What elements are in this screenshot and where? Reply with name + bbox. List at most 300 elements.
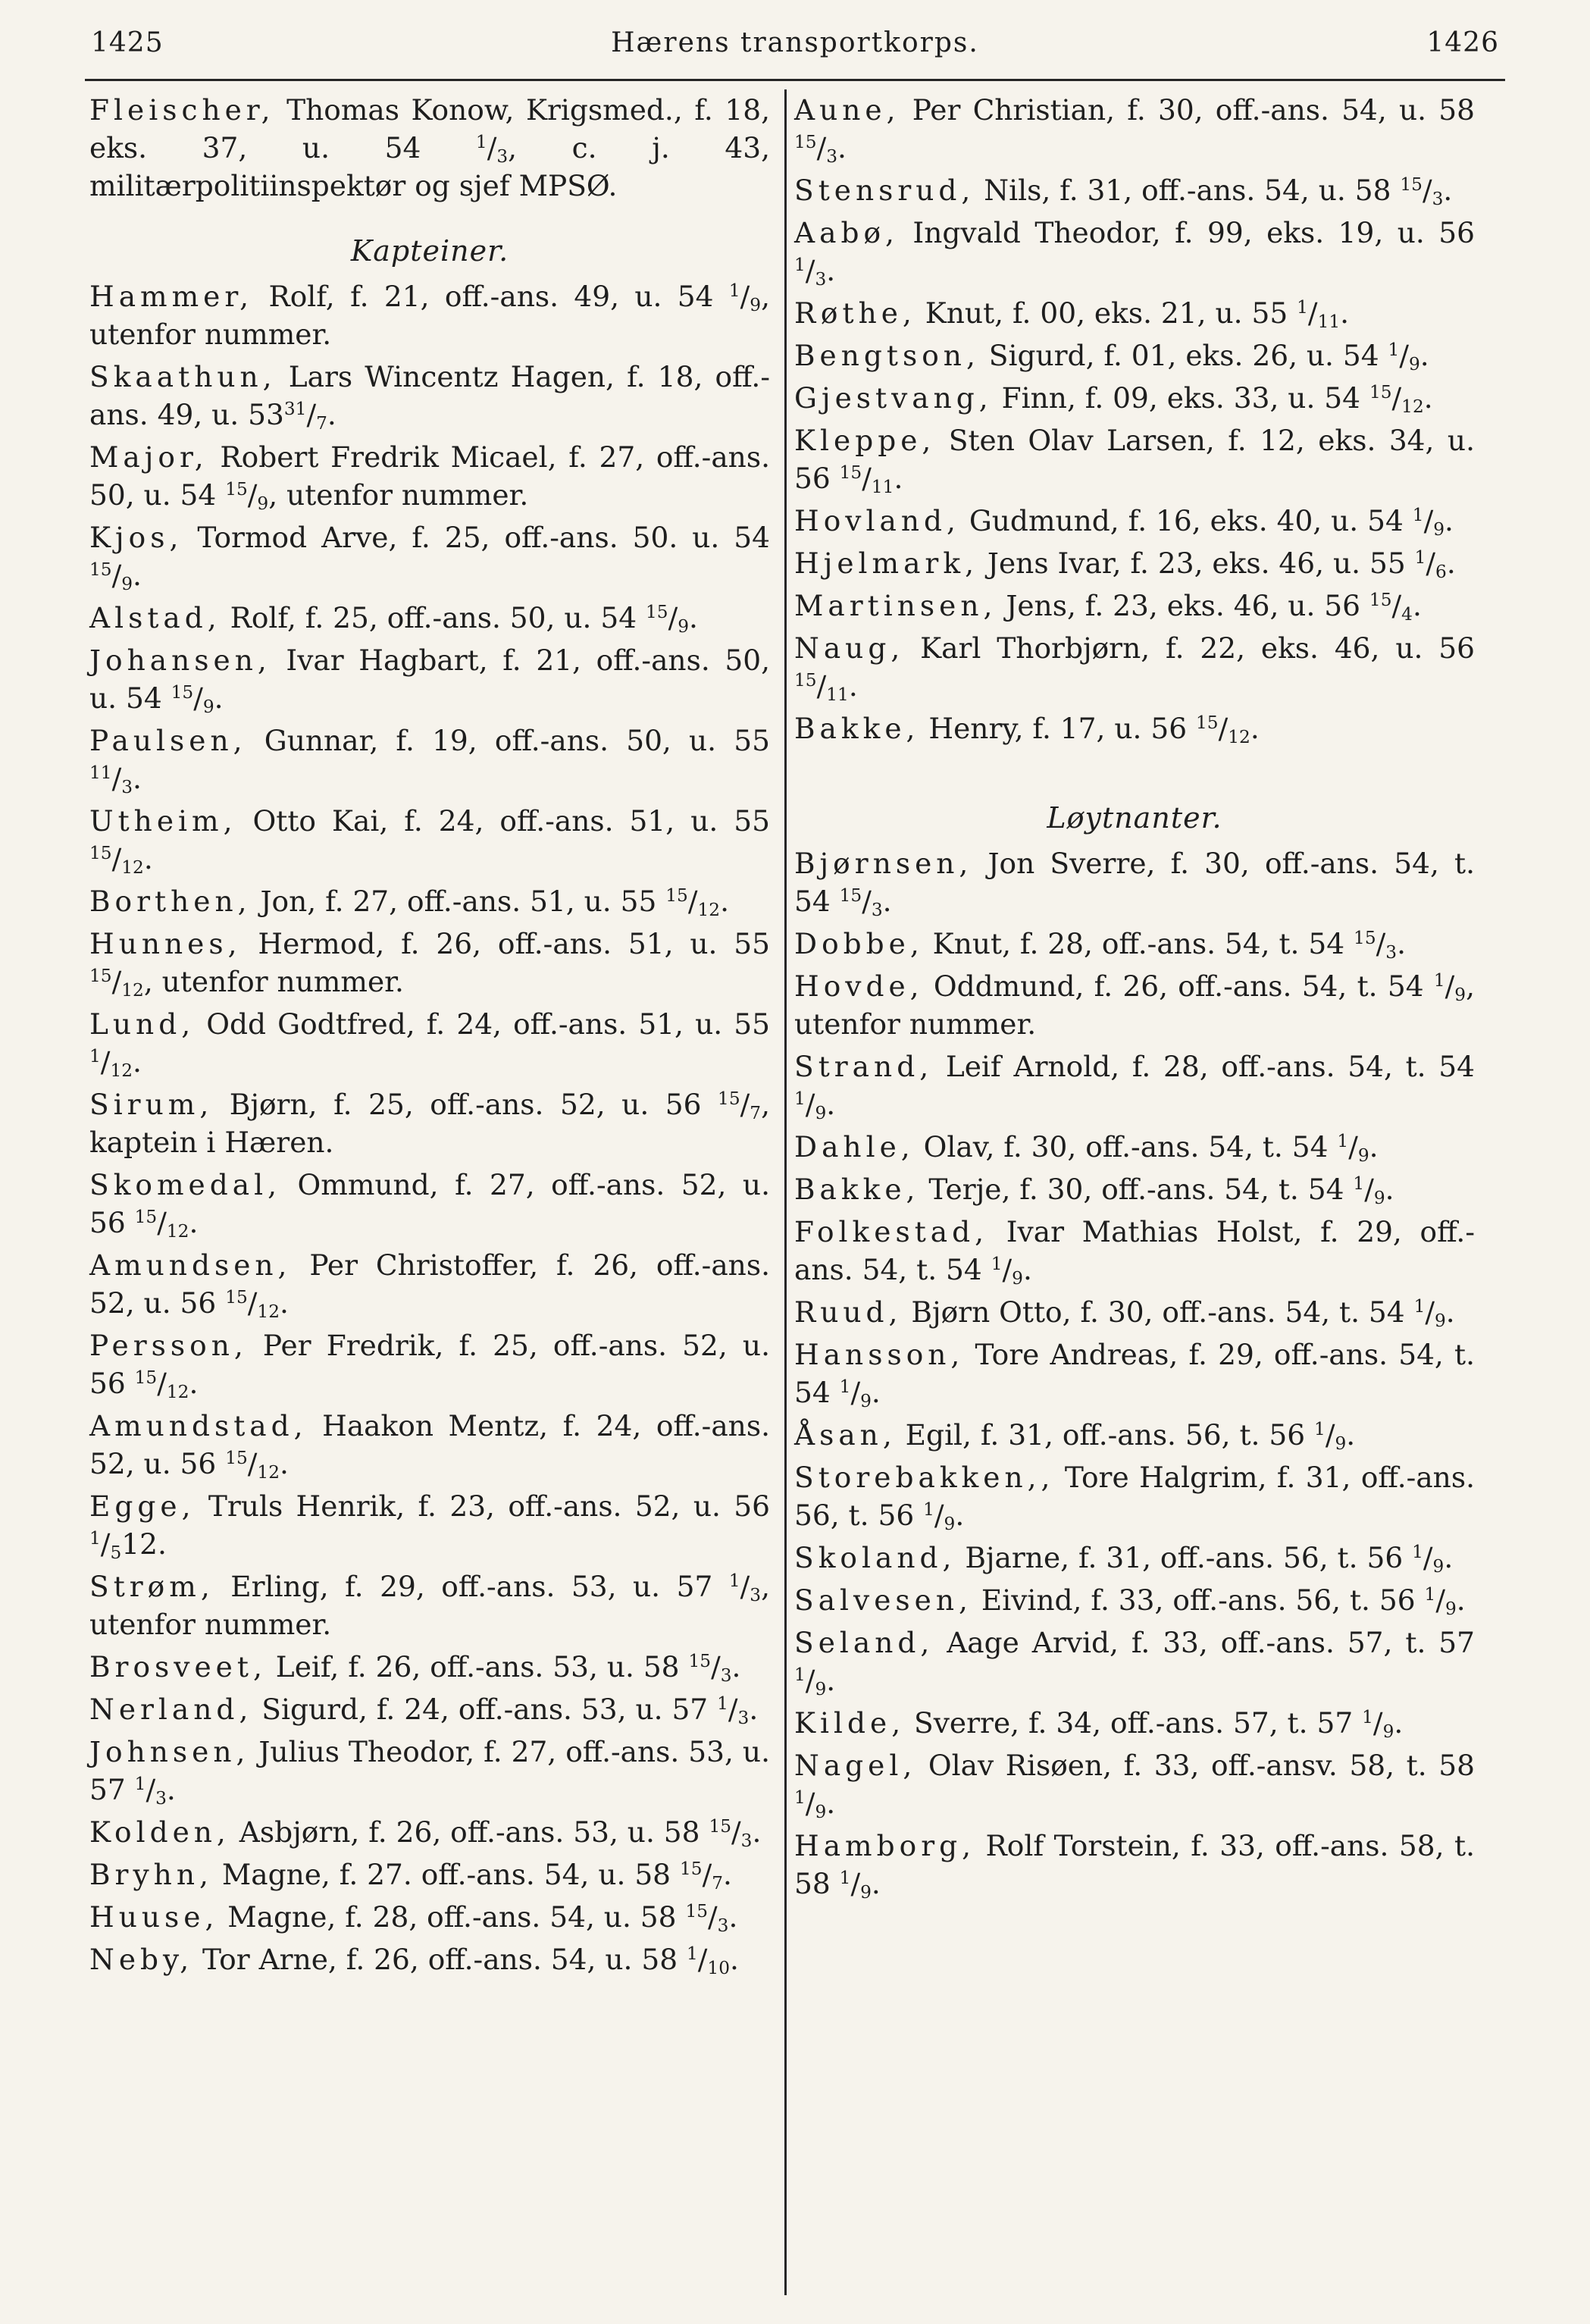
fraction-denominator: 9 xyxy=(1373,1187,1385,1208)
entry-rest: . xyxy=(826,1787,836,1820)
list-item: Neby, Tor Arne, f. 26, off.-ans. 54, u. 58 $^1/_{10}$. xyxy=(89,1943,739,1978)
entry-rest: , c. j. 43, militærpolitiinspektør og sjef MPSØ. xyxy=(89,131,770,202)
entry-name: Bryhn, xyxy=(89,1858,213,1891)
fraction-numerator: 1 xyxy=(89,1046,101,1067)
entry-text: Lars Wincentz Hagen, f. 18, off.-ans. 49, u. 53 xyxy=(89,360,770,431)
fraction-numerator: 1 xyxy=(1412,505,1424,526)
entry-name: Hansson, xyxy=(794,1338,965,1371)
entry-text: Leif, f. 26, off.-ans. 53, u. 58 xyxy=(266,1650,689,1683)
entry-rest: . xyxy=(1444,504,1454,537)
list-item: Naug, Karl Thorbjørn, f. 22, eks. 46, u. 56 $^{15}/_{11}$. xyxy=(794,631,1475,705)
list-item: Dahle, Olav, f. 30, off.-ans. 54, t. 54 $^1/_9$. xyxy=(794,1130,1379,1166)
fraction-numerator: 15 xyxy=(794,132,817,153)
entry-name: Neby, xyxy=(89,1943,194,1976)
entry-rest: . xyxy=(1444,1541,1454,1574)
entry-text: Ommund, f. 27, off.-ans. 52, u. 56 xyxy=(89,1168,770,1239)
fraction-denominator: 9 xyxy=(1433,518,1445,540)
fraction-denominator: 9 xyxy=(202,696,214,717)
list-item: Bjørnsen, Jon Sverre, f. 30, off.-ans. 54, t. 54 $^{15}/_3$. xyxy=(794,847,1475,920)
entry-text: Henry, f. 17, u. 56 xyxy=(919,712,1196,745)
fraction-numerator: 1 xyxy=(686,1943,698,1965)
list-item: Hamborg, Rolf Torstein, f. 33, off.-ans. 58, t. 58 $^1/_9$. xyxy=(794,1829,1475,1903)
entry-text: Bjørn, f. 25, off.-ans. 52, u. 56 xyxy=(213,1088,718,1121)
fraction-numerator: 1 xyxy=(728,1571,740,1592)
list-item: Storebakken,, Tore Halgrim, f. 31, off.-ans. 56, t. 56 $^1/_9$. xyxy=(794,1461,1475,1534)
fraction-denominator: 12 xyxy=(697,899,721,920)
entry-text: Odd Godtfred, f. 24, off.-ans. 51, u. 55 xyxy=(195,1007,770,1041)
fraction-denominator: 9 xyxy=(1444,1598,1457,1619)
list-item: Kleppe, Sten Olav Larsen, f. 12, eks. 34, u. 56 $^{15}/_{11}$. xyxy=(794,424,1475,497)
entry-text: Rolf Torstein, f. 33, off.-ans. 58, t. 58 xyxy=(794,1829,1475,1900)
entry-name: Seland, xyxy=(794,1626,934,1659)
entry-text: Gudmund, f. 16, eks. 40, u. 54 xyxy=(959,504,1413,537)
fraction-denominator: 12 xyxy=(1401,396,1424,417)
entry-text: Sigurd, f. 24, off.-ans. 53, u. 57 xyxy=(252,1693,718,1726)
fraction-numerator: 1 xyxy=(839,1868,851,1889)
fraction-numerator: 1 xyxy=(1413,1296,1426,1317)
fraction-numerator: 1 xyxy=(1362,1707,1373,1728)
entry-rest: , utenfor nummer. xyxy=(794,969,1475,1041)
entry-text: Per Fredrik, f. 25, off.-ans. 52, u. 56 xyxy=(89,1329,770,1400)
fraction-denominator: 9 xyxy=(1012,1267,1023,1289)
entry-name: Egge, xyxy=(89,1489,196,1523)
entry-text: Magne, f. 27. off.-ans. 54, u. 58 xyxy=(212,1858,680,1891)
fraction-numerator: 1 xyxy=(1388,340,1400,361)
list-item: Gjestvang, Finn, f. 09, eks. 33, u. 54 $^{15}/_{12}$. xyxy=(794,381,1433,417)
fraction-numerator: 15 xyxy=(134,1367,158,1389)
fraction-denominator: 3 xyxy=(1432,188,1444,209)
entry-rest: . xyxy=(894,462,903,495)
entry-rest: . xyxy=(1340,296,1350,330)
fraction-denominator: 10 xyxy=(707,1957,731,1978)
entry-text: Sigurd, f. 01, eks. 26, u. 54 xyxy=(979,339,1388,372)
fraction-numerator: 15 xyxy=(839,462,862,484)
fraction-numerator: 15 xyxy=(839,885,862,907)
fraction-numerator: 1 xyxy=(89,1528,101,1549)
list-item: Alstad, Rolf, f. 25, off.-ans. 50, u. 54 $^{15}/_9$. xyxy=(89,601,698,637)
fraction-numerator: 1 xyxy=(1433,970,1445,991)
fraction-denominator: 12 xyxy=(257,1301,280,1322)
list-item: Utheim, Otto Kai, f. 24, off.-ans. 51, u. 55 $^{15}/_{12}$. xyxy=(89,804,770,878)
entry-rest: . xyxy=(1456,1583,1466,1617)
entry-text: Nils, f. 31, off.-ans. 54, u. 58 xyxy=(975,174,1401,207)
fraction-denominator: 9 xyxy=(815,1801,827,1822)
fraction-denominator: 12 xyxy=(166,1381,189,1402)
entry-rest: , utenfor nummer. xyxy=(89,1570,770,1641)
entry-name: Kilde, xyxy=(794,1706,906,1740)
list-item: Amundstad, Haakon Mentz, f. 24, off.-ans. 52, u. 56 $^{15}/_{12}$. xyxy=(89,1409,770,1483)
fraction-denominator: 11 xyxy=(1317,311,1341,332)
list-item: Røthe, Knut, f. 00, eks. 21, u. 55 $^1/_{11}$. xyxy=(794,296,1350,332)
fraction-numerator: 15 xyxy=(794,670,817,691)
entry-name: Johansen, xyxy=(89,644,271,677)
fraction-numerator: 15 xyxy=(89,559,112,581)
fraction-denominator: 9 xyxy=(944,1513,956,1534)
entry-name: Gjestvang, xyxy=(794,381,993,415)
intro-entry: Fleischer, Thomas Konow, Krigsmed., f. 18, eks. 37, u. 54 $^1/_3$, c. j. 43, militærpolitiinspektør og sjef MPSØ. xyxy=(89,93,770,202)
fraction-numerator: 15 xyxy=(171,682,194,703)
fraction-numerator: 1 xyxy=(717,1693,728,1715)
fraction-denominator: 3 xyxy=(717,1915,729,1936)
fraction-denominator: 9 xyxy=(1382,1721,1394,1742)
entry-name: Salvesen, xyxy=(794,1583,972,1617)
fraction-denominator: 9 xyxy=(860,1881,872,1903)
fraction-numerator: 15 xyxy=(685,1901,709,1922)
entry-name: Skomedal, xyxy=(89,1168,282,1201)
fraction-denominator: 11 xyxy=(871,476,894,497)
entry-rest: . xyxy=(720,885,730,918)
entry-name: Hovland, xyxy=(794,504,960,537)
fraction-denominator: 3 xyxy=(750,1584,762,1605)
fraction-numerator: 15 xyxy=(665,885,688,907)
entry-name: Major, xyxy=(89,440,208,474)
entry-text: Egil, f. 31, off.-ans. 56, t. 56 xyxy=(896,1418,1315,1452)
entry-rest: . xyxy=(143,842,153,875)
entry-name: Brosveet, xyxy=(89,1650,267,1683)
entry-rest: . xyxy=(189,1367,199,1400)
fraction-denominator: 9 xyxy=(815,1102,827,1123)
fraction-denominator: 3 xyxy=(496,146,509,167)
fraction-numerator: 1 xyxy=(923,1499,934,1521)
list-item: Johansen, Ivar Hagbart, f. 21, off.-ans. 50, u. 54 $^{15}/_9$. xyxy=(89,644,770,717)
entry-rest: . xyxy=(133,762,142,795)
list-item: Ruud, Bjørn Otto, f. 30, off.-ans. 54, t. 54 $^1/_9$. xyxy=(794,1295,1455,1331)
entry-text: Olav Risøen, f. 33, off.-ansv. 58, t. 58 xyxy=(916,1749,1475,1782)
fraction-numerator: 1 xyxy=(1353,1173,1365,1195)
fraction-numerator: 15 xyxy=(679,1859,703,1880)
entry-rest: . xyxy=(1385,1173,1394,1206)
fraction-numerator: 15 xyxy=(89,843,112,864)
fraction-denominator: 3 xyxy=(737,1707,750,1728)
list-item: Salvesen, Eivind, f. 33, off.-ans. 56, t. 56 $^1/_9$. xyxy=(794,1583,1466,1619)
entry-rest: , utenfor nummer. xyxy=(89,280,770,351)
entry-rest: . xyxy=(327,398,336,431)
fraction-denominator: 9 xyxy=(1408,353,1420,374)
list-item: Bakke, Henry, f. 17, u. 56 $^{15}/_{12}$. xyxy=(794,712,1260,747)
fraction-numerator: 15 xyxy=(89,966,112,987)
header-rule xyxy=(85,79,1505,81)
entry-name: Amundstad, xyxy=(89,1409,308,1442)
fraction-denominator: 12 xyxy=(166,1220,189,1242)
fraction-numerator: 15 xyxy=(1369,382,1392,403)
fraction-denominator: 3 xyxy=(871,899,883,920)
list-item: Huuse, Magne, f. 28, off.-ans. 54, u. 58 $^{15}/_3$. xyxy=(89,1900,738,1936)
entry-name: Hovde, xyxy=(794,969,924,1003)
list-item: Strand, Leif Arnold, f. 28, off.-ans. 54, t. 54 $^1/_9$. xyxy=(794,1050,1475,1123)
left-column xyxy=(89,91,770,1983)
entry-rest: . xyxy=(723,1858,732,1891)
page-number-left: 1425 xyxy=(91,27,164,58)
entry-rest: . xyxy=(826,254,836,287)
entry-name: Røthe, xyxy=(794,296,916,330)
list-item: Egge, Truls Henrik, f. 23, off.-ans. 52, u. 56 $^1/_512$. xyxy=(89,1489,770,1563)
entry-text: Tormod Arve, f. 25, off.-ans. 50. u. 54 xyxy=(183,521,770,554)
list-item: Kilde, Sverre, f. 34, off.-ans. 57, t. 57 $^1/_9$. xyxy=(794,1706,1404,1742)
entry-name: Aabø, xyxy=(794,216,899,249)
entry-rest: . xyxy=(1250,712,1260,745)
fraction-denominator: 3 xyxy=(740,1830,753,1851)
fraction-numerator: 11 xyxy=(89,763,112,784)
list-item: Bryhn, Magne, f. 27. off.-ans. 54, u. 58 $^{15}/_7$. xyxy=(89,1858,732,1893)
fraction-numerator: 15 xyxy=(225,479,248,500)
fraction-denominator: 9 xyxy=(750,294,762,315)
entry-name: Strand, xyxy=(794,1050,934,1083)
fraction-numerator: 1 xyxy=(134,1774,146,1795)
kapteiner-list xyxy=(89,277,770,1978)
entry-rest: . xyxy=(1423,381,1433,415)
entry-rest: . xyxy=(826,1088,836,1121)
entry-rest: . xyxy=(1412,589,1422,622)
entry-text: Olav, f. 30, off.-ans. 54, t. 54 xyxy=(914,1130,1338,1164)
entry-name: Hammer, xyxy=(89,280,254,313)
fraction-denominator: 9 xyxy=(860,1390,872,1411)
section-title-loytnanter: Løytnanter. xyxy=(1047,801,1222,835)
fraction-denominator: 9 xyxy=(1335,1433,1347,1454)
entry-text: Ivar Mathias Holst, f. 29, off.-ans. 54, t. 54 xyxy=(794,1215,1475,1286)
entry-rest: . xyxy=(871,1867,881,1900)
fraction-denominator: 3 xyxy=(826,146,838,167)
entry-name: Persson, xyxy=(89,1329,248,1362)
entry-text: Jon Sverre, f. 30, off.-ans. 54, t. 54 xyxy=(794,847,1475,918)
entry-rest: . xyxy=(1394,1706,1404,1740)
fraction-numerator: 1 xyxy=(794,255,806,276)
entry-text: Truls Henrik, f. 23, off.-ans. 52, u. 56 xyxy=(195,1489,770,1523)
entry-name: Strøm, xyxy=(89,1570,214,1603)
list-item: Strøm, Erling, f. 29, off.-ans. 53, u. 57 $^1/_3$, utenfor nummer. xyxy=(89,1570,770,1641)
entry-rest: , utenfor nummer. xyxy=(268,478,529,512)
entry-text: Haakon Mentz, f. 24, off.-ans. 52, u. 56 xyxy=(89,1409,770,1480)
entry-text: Jens, f. 23, eks. 46, u. 56 xyxy=(997,589,1369,622)
list-item: Amundsen, Per Christoffer, f. 26, off.-ans. 52, u. 56 $^{15}/_{12}$. xyxy=(89,1248,770,1322)
fraction-numerator: 1 xyxy=(728,280,740,302)
list-item: Bakke, Terje, f. 30, off.-ans. 54, t. 54 $^1/_9$. xyxy=(794,1173,1394,1208)
fraction-numerator: 15 xyxy=(1400,174,1423,196)
entry-text: Robert Fredrik Micael, f. 27, off.-ans. 50, u. 54 xyxy=(89,440,770,512)
entry-text: Ivar Hagbart, f. 21, off.-ans. 50, u. 54 xyxy=(89,644,770,715)
fraction-denominator: 9 xyxy=(121,573,133,594)
fraction-denominator: 4 xyxy=(1401,603,1413,625)
fraction-numerator: 31 xyxy=(283,399,307,420)
entry-rest: . xyxy=(1419,339,1429,372)
entry-rest: . xyxy=(871,1376,881,1409)
fraction-denominator: 9 xyxy=(1432,1555,1444,1577)
list-item: Seland, Aage Arvid, f. 33, off.-ans. 57, t. 57 $^1/_9$. xyxy=(794,1626,1475,1699)
entry-rest: . xyxy=(280,1447,289,1480)
fraction-numerator: 1 xyxy=(794,1787,806,1809)
fraction-numerator: 15 xyxy=(225,1287,248,1308)
list-item: Hjelmark, Jens Ivar, f. 23, eks. 46, u. 55 $^1/_6$. xyxy=(794,547,1456,582)
entry-name: Sirum, xyxy=(89,1088,214,1121)
entry-rest: , kaptein i Hæren. xyxy=(89,1088,770,1159)
entry-name: Borthen, xyxy=(89,885,252,918)
entry-name: Kleppe, xyxy=(794,424,936,457)
fraction-denominator: 11 xyxy=(826,684,849,705)
entry-name: Utheim, xyxy=(89,804,237,838)
fraction-denominator: 7 xyxy=(316,412,327,434)
entry-rest: . xyxy=(731,1650,741,1683)
entry-text: Jon, f. 27, off.-ans. 51, u. 55 xyxy=(251,885,666,918)
entry-text: Knut, f. 28, off.-ans. 54, t. 54 xyxy=(923,927,1354,960)
fraction-denominator: 3 xyxy=(155,1787,167,1809)
entry-rest: . xyxy=(730,1943,739,1976)
entry-rest: . xyxy=(1022,1253,1032,1286)
entry-text: Rolf, f. 25, off.-ans. 50, u. 54 xyxy=(221,601,646,634)
list-item: Major, Robert Fredrik Micael, f. 27, off.-ans. 50, u. 54 $^{15}/_9$, utenfor nummer. xyxy=(89,440,770,514)
list-item: Hovde, Oddmund, f. 26, off.-ans. 54, t. 54 $^1/_9$, utenfor nummer. xyxy=(794,969,1475,1041)
list-item: Skoland, Bjarne, f. 31, off.-ans. 56, t. 56 $^1/_9$. xyxy=(794,1541,1454,1577)
entry-rest: . xyxy=(214,681,224,715)
fraction-numerator: 1 xyxy=(1314,1419,1326,1440)
entry-text: Tore Andreas, f. 29, off.-ans. 54, t. 54 xyxy=(794,1338,1475,1409)
entry-text: Tor Arne, f. 26, off.-ans. 54, u. 58 xyxy=(193,1943,687,1976)
fraction-numerator: 1 xyxy=(839,1377,851,1398)
fraction-numerator: 15 xyxy=(718,1088,740,1110)
entry-rest: . xyxy=(133,1045,142,1079)
entry-name: Skaathun, xyxy=(89,360,277,393)
entry-rest: . xyxy=(1446,547,1456,580)
entry-text: Aage Arvid, f. 33, off.-ans. 57, t. 57 xyxy=(934,1626,1475,1659)
loytnanter-list xyxy=(794,844,1475,1903)
entry-name: Hunnes, xyxy=(89,927,242,960)
entry-name: Ruud, xyxy=(794,1295,903,1329)
running-header xyxy=(91,27,1499,73)
entry-rest: . xyxy=(882,885,892,918)
entry-name: Kolden, xyxy=(89,1815,230,1849)
entry-name: Folkestad, xyxy=(794,1215,989,1248)
entry-text: Knut, f. 00, eks. 21, u. 55 xyxy=(916,296,1297,330)
entry-name: Johnsen, xyxy=(89,1735,250,1768)
entry-text: Terje, f. 30, off.-ans. 54, t. 54 xyxy=(919,1173,1354,1206)
page-number-right: 1426 xyxy=(1426,27,1499,58)
fraction-denominator: 12 xyxy=(121,857,144,878)
fraction-numerator: 1 xyxy=(1414,547,1426,568)
fraction-denominator: 12 xyxy=(257,1461,280,1483)
entry-name: Nagel, xyxy=(794,1749,917,1782)
list-item: Åsan, Egil, f. 31, off.-ans. 56, t. 56 $^1/_9$. xyxy=(794,1418,1356,1454)
fraction-numerator: 1 xyxy=(794,1088,806,1110)
list-item: Aune, Per Christian, f. 30, off.-ans. 54, u. 58 $^{15}/_3$. xyxy=(794,93,1475,167)
fraction-denominator: 7 xyxy=(750,1102,762,1123)
list-item: Bengtson, Sigurd, f. 01, eks. 26, u. 54 $^1/_9$. xyxy=(794,339,1429,374)
entry-text: Otto Kai, f. 24, off.-ans. 51, u. 55 xyxy=(236,804,770,838)
list-item: Nerland, Sigurd, f. 24, off.-ans. 53, u. 57 $^1/_3$. xyxy=(89,1693,759,1728)
entry-text: Ingvald Theodor, f. 99, eks. 19, u. 56 xyxy=(898,216,1475,249)
entry-name: Lund, xyxy=(89,1007,196,1041)
fraction-denominator: 3 xyxy=(815,268,827,290)
entry-text: Leif Arnold, f. 28, off.-ans. 54, t. 54 xyxy=(933,1050,1475,1083)
entry-rest: . xyxy=(955,1499,965,1532)
list-item: Stensrud, Nils, f. 31, off.-ans. 54, u. 58 $^{15}/_3$. xyxy=(794,174,1453,209)
entry-text: Rolf, f. 21, off.-ans. 49, u. 54 xyxy=(253,280,729,313)
entry-name: Storebakken,, xyxy=(794,1461,1055,1494)
entry-text: Karl Thorbjørn, f. 22, eks. 46, u. 56 xyxy=(904,631,1475,665)
list-item: Hansson, Tore Andreas, f. 29, off.-ans. 54, t. 54 $^1/_9$. xyxy=(794,1338,1475,1411)
entry-rest: . xyxy=(837,131,847,164)
entry-name: Bakke, xyxy=(794,712,920,745)
entry-text: Tore Halgrim, f. 31, off.-ans. 56, t. 56 xyxy=(794,1461,1475,1532)
list-item: Folkestad, Ivar Mathias Holst, f. 29, off.-ans. 54, t. 54 $^1/_9$. xyxy=(794,1215,1475,1289)
fraction-numerator: 15 xyxy=(1354,928,1376,949)
entry-rest: . xyxy=(166,1773,176,1806)
fraction-denominator: 9 xyxy=(678,615,690,637)
entry-text: Thomas Konow, Krigsmed., f. 18, eks. 37, u. 54 xyxy=(89,93,770,164)
fraction-denominator: 3 xyxy=(720,1665,732,1686)
entry-name: Amundsen, xyxy=(89,1248,292,1282)
fraction-denominator: 12 xyxy=(121,979,144,1001)
entry-text: Eivind, f. 33, off.-ans. 56, t. 56 xyxy=(972,1583,1425,1617)
entry-name: Aune, xyxy=(794,93,900,127)
fraction-denominator: 9 xyxy=(1454,984,1466,1005)
entry-name: Huuse, xyxy=(89,1900,219,1934)
fraction-numerator: 1 xyxy=(991,1254,1003,1275)
section-title-kapteiner: Kapteiner. xyxy=(350,234,509,268)
entry-text: Per Christian, f. 30, off.-ans. 54, u. 58 xyxy=(900,93,1475,127)
entry-text: Gunnar, f. 19, off.-ans. 50, u. 55 xyxy=(246,724,770,757)
entry-rest: . xyxy=(749,1693,759,1726)
list-item: Kjos, Tormod Arve, f. 25, off.-ans. 50. u. 54 $^{15}/_9$. xyxy=(89,521,770,594)
fraction-denominator: 7 xyxy=(712,1872,723,1893)
entry-text: Bjørn Otto, f. 30, off.-ans. 54, t. 54 xyxy=(902,1295,1414,1329)
entry-rest: . xyxy=(133,559,142,592)
entry-name: Hamborg, xyxy=(794,1829,976,1862)
list-item: Hunnes, Hermod, f. 26, off.-ans. 51, u. 55 $^{15}/_{12}$, utenfor nummer. xyxy=(89,927,770,1001)
entry-rest: . xyxy=(752,1815,762,1849)
fraction-denominator: 9 xyxy=(1435,1310,1446,1331)
fraction-denominator: 9 xyxy=(1357,1145,1369,1166)
fraction-denominator: 5 xyxy=(110,1542,122,1563)
entry-rest: . xyxy=(1397,927,1406,960)
entry-text: Erling, f. 29, off.-ans. 53, u. 57 xyxy=(214,1570,729,1603)
entry-name: Bengtson, xyxy=(794,339,980,372)
entry-rest: . xyxy=(1369,1130,1379,1164)
entry-rest: . xyxy=(189,1206,199,1239)
entry-rest: , utenfor nummer. xyxy=(143,965,404,998)
entry-text: Julius Theodor, f. 27, off.-ans. 53, u. 57 xyxy=(89,1735,770,1806)
list-item: Kolden, Asbjørn, f. 26, off.-ans. 53, u. 58 $^{15}/_3$. xyxy=(89,1815,762,1851)
entry-name: Bjørnsen, xyxy=(794,847,973,880)
fraction-numerator: 1 xyxy=(1424,1584,1436,1605)
fraction-denominator: 3 xyxy=(121,776,133,797)
list-item: Persson, Per Fredrik, f. 25, off.-ans. 52, u. 56 $^{15}/_{12}$. xyxy=(89,1329,770,1402)
fraction-numerator: 1 xyxy=(1412,1542,1423,1563)
fraction-denominator: 6 xyxy=(1435,561,1447,582)
list-item: Hammer, Rolf, f. 21, off.-ans. 49, u. 54 $^1/_9$, utenfor nummer. xyxy=(89,280,770,351)
list-item: Dobbe, Knut, f. 28, off.-ans. 54, t. 54 $^{15}/_3$. xyxy=(794,927,1406,963)
entry-text: Bjarne, f. 31, off.-ans. 56, t. 56 xyxy=(956,1541,1413,1574)
fraction-numerator: 1 xyxy=(1337,1131,1349,1152)
entry-name: Alstad, xyxy=(89,601,221,634)
entry-rest: . xyxy=(1445,1295,1455,1329)
list-item: Skaathun, Lars Wincentz Hagen, f. 18, off.-ans. 49, u. $53^{31}/_7$. xyxy=(89,360,770,434)
entry-text: Per Christoffer, f. 26, off.-ans. 52, u. 56 xyxy=(89,1248,770,1320)
entry-text: Sten Olav Larsen, f. 12, eks. 34, u. 56 xyxy=(794,424,1475,495)
list-item: Sirum, Bjørn, f. 25, off.-ans. 52, u. 56 $^{15}/_7$, kaptein i Hæren. xyxy=(89,1088,770,1159)
entry-name: Åsan, xyxy=(794,1418,897,1452)
entry-name: Dobbe, xyxy=(794,927,924,960)
entry-name: Hjelmark, xyxy=(794,547,979,580)
list-item: Aabø, Ingvald Theodor, f. 99, eks. 19, u. 56 $^1/_3$. xyxy=(794,216,1475,290)
fraction-denominator: 12 xyxy=(1228,726,1250,747)
entry-name: Paulsen, xyxy=(89,724,247,757)
entry-name: Skoland, xyxy=(794,1541,956,1574)
entry-rest: . xyxy=(1346,1418,1356,1452)
entry-name: Stensrud, xyxy=(794,174,975,207)
entry-rest: 12. xyxy=(121,1527,167,1561)
entry-rest: . xyxy=(689,601,698,634)
entry-text: Jens Ivar, f. 23, eks. 46, u. 55 xyxy=(978,547,1415,580)
list-item: Paulsen, Gunnar, f. 19, off.-ans. 50, u. 55 $^{11}/_3$. xyxy=(89,724,770,797)
entry-rest: . xyxy=(1443,174,1453,207)
